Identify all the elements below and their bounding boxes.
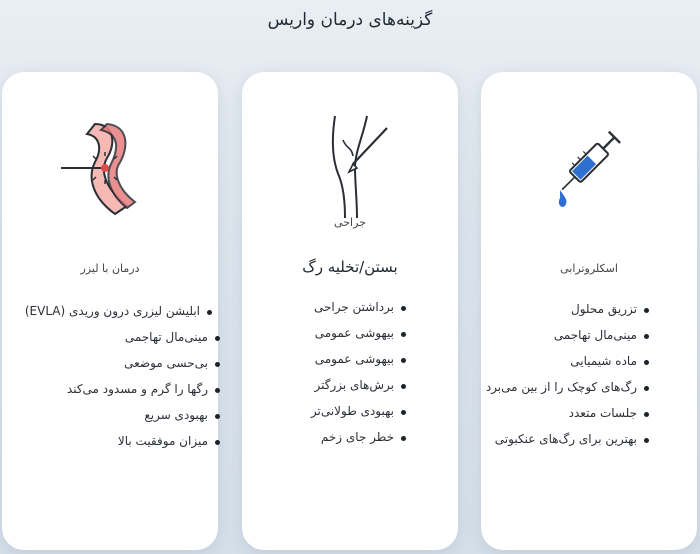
- list-item: بی‌حسی موضعی: [25, 356, 208, 382]
- card-label: اسکلروترابی: [560, 262, 618, 275]
- card-label: جراحی: [334, 216, 366, 229]
- list-item: بیهوشی عمومی: [311, 326, 394, 352]
- card-label: درمان با لیزر: [80, 262, 140, 275]
- list-item: برداشتن جراحی: [311, 300, 394, 326]
- feature-list: [486, 302, 637, 458]
- list-item: رگ‌های کوچک را از بین می‌برد: [486, 380, 637, 406]
- list-item: مینی‌مال تهاجمی: [25, 330, 208, 356]
- list-item: بهترین برای رگ‌های عنکبوتی: [486, 432, 637, 458]
- list-item: میزان موفقیت بالا: [25, 434, 208, 460]
- syringe-icon: [481, 112, 697, 222]
- list-item: بیهوشی عمومی: [311, 352, 394, 378]
- list-item: بهبودی سریع: [25, 408, 208, 434]
- list-item: تزریق محلول: [486, 302, 637, 328]
- list-item: مینی‌مال تهاجمی: [486, 328, 637, 354]
- feature-list: [24, 304, 208, 460]
- sclerotherapy-card[interactable]: [481, 72, 697, 550]
- list-item: خطر جای زخم: [311, 430, 394, 456]
- feature-list: [311, 300, 394, 456]
- list-item: بهبودی طولانی‌تر: [311, 404, 394, 430]
- surgery-card[interactable]: [242, 72, 458, 550]
- card-heading: بستن/تخلیه رگ: [302, 258, 398, 276]
- list-item: ماده شیمیایی: [486, 354, 637, 380]
- list-item: رگها را گرم و مسدود می‌کند: [25, 382, 208, 408]
- list-item: جلسات متعدد: [486, 406, 637, 432]
- page-title: گزینه‌های درمان واریس: [267, 10, 433, 30]
- leg-scalpel-icon: [242, 112, 458, 222]
- list-item: برش‌های بزرگتر: [311, 378, 394, 404]
- list-item: ابلیشن لیزری درون وریدی (EVLA): [25, 304, 200, 330]
- laser-vein-icon: [2, 112, 218, 222]
- laser-treatment-card[interactable]: [2, 72, 218, 550]
